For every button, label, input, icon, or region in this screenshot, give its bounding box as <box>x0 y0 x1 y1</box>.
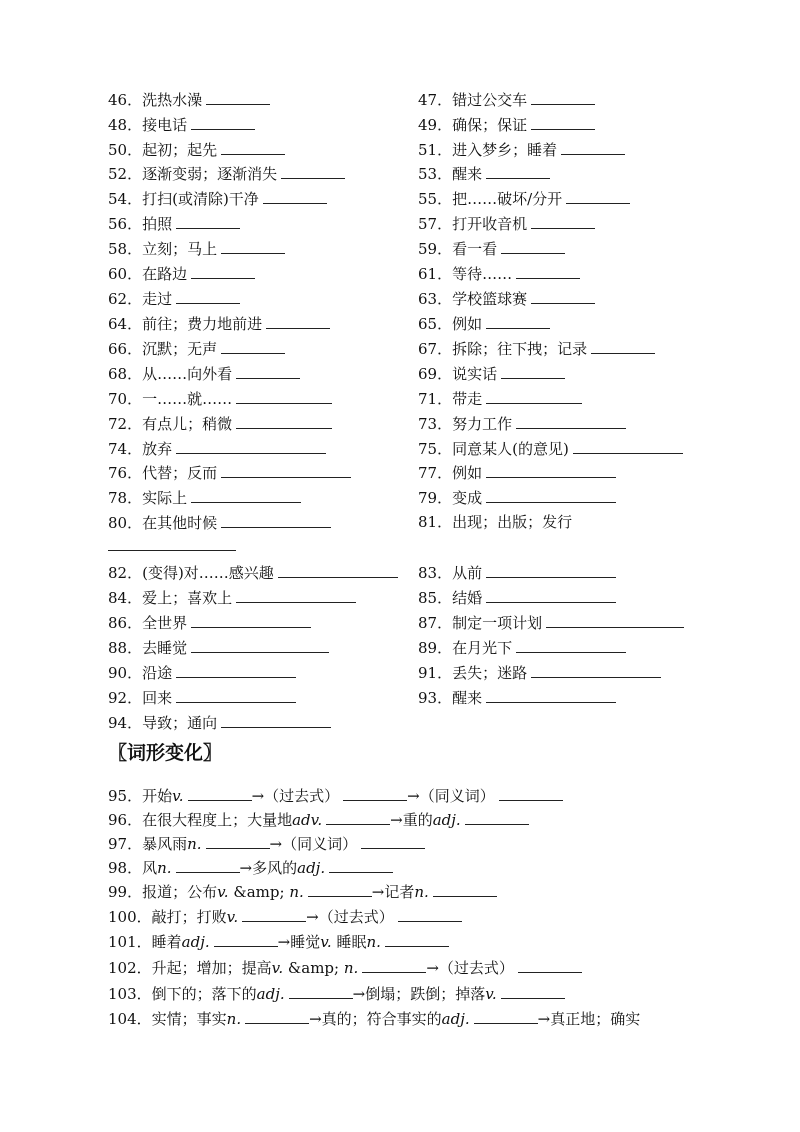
list-item: 58．立刻；马上 <box>108 239 285 258</box>
list-item: 55．把……破坏/分开 <box>418 189 630 208</box>
answer-blank[interactable] <box>236 364 300 379</box>
answer-blank[interactable] <box>501 364 565 379</box>
answer-blank[interactable] <box>242 907 306 922</box>
list-item: 77．例如 <box>418 463 616 482</box>
answer-blank[interactable] <box>561 140 625 155</box>
list-item: 63．学校篮球赛 <box>418 289 595 308</box>
answer-blank[interactable] <box>245 1009 309 1024</box>
answer-blank[interactable] <box>362 958 426 973</box>
list-item: 62．走过 <box>108 289 240 308</box>
answer-blank[interactable] <box>385 932 449 947</box>
list-item: 91．丢失；迷路 <box>418 663 661 682</box>
answer-blank[interactable] <box>108 550 236 551</box>
answer-blank[interactable] <box>188 786 252 801</box>
answer-blank[interactable] <box>486 314 550 329</box>
list-item: 71．带走 <box>418 389 582 408</box>
answer-blank[interactable] <box>516 638 626 653</box>
list-item: 75．同意某人(的意见) <box>418 439 683 458</box>
answer-blank[interactable] <box>221 339 285 354</box>
answer-blank[interactable] <box>221 463 351 478</box>
answer-blank[interactable] <box>221 713 331 728</box>
answer-blank[interactable] <box>176 289 240 304</box>
word-form-item: 95．开始v. →（过去式） →（同义词） <box>108 786 563 805</box>
word-form-item: 103．倒下的；落下的adj. →倒塌；跌倒；掉落v. <box>108 984 565 1003</box>
answer-blank[interactable] <box>191 613 311 628</box>
answer-blank[interactable] <box>486 164 550 179</box>
list-item: 81．出现；出版；发行 <box>418 513 573 531</box>
answer-blank[interactable] <box>343 786 407 801</box>
answer-blank[interactable] <box>206 834 270 849</box>
word-form-item: 100．敲打；打败v. →（过去式） <box>108 907 462 926</box>
word-form-item: 104．实情；事实n. →真的；符合事实的adj. →真正地；确实 <box>108 1010 641 1028</box>
answer-blank[interactable] <box>361 834 425 849</box>
list-item: 66．沉默；无声 <box>108 339 285 358</box>
answer-blank[interactable] <box>214 932 278 947</box>
answer-blank[interactable] <box>398 907 462 922</box>
list-item: 46．洗热水澡 <box>108 90 270 109</box>
answer-blank[interactable] <box>465 810 529 825</box>
answer-blank[interactable] <box>486 563 616 578</box>
word-form-item: 97．暴风雨n. →（同义词） <box>108 834 425 853</box>
answer-blank[interactable] <box>573 439 683 454</box>
answer-blank[interactable] <box>474 1009 538 1024</box>
answer-blank[interactable] <box>191 488 301 503</box>
answer-blank[interactable] <box>191 115 255 130</box>
list-item: 61．等待…… <box>418 264 580 283</box>
list-item: 68．从……向外看 <box>108 364 300 383</box>
answer-blank[interactable] <box>221 140 285 155</box>
answer-blank[interactable] <box>486 488 616 503</box>
list-item: 50．起初；起先 <box>108 140 285 159</box>
answer-blank[interactable] <box>289 984 353 999</box>
answer-blank[interactable] <box>501 239 565 254</box>
list-item: 59．看一看 <box>418 239 565 258</box>
list-item: 92．回来 <box>108 688 296 707</box>
answer-blank[interactable] <box>191 638 329 653</box>
list-item: 74．放弃 <box>108 439 326 458</box>
list-item: 73．努力工作 <box>418 414 626 433</box>
answer-blank[interactable] <box>518 958 582 973</box>
list-item: 48．接电话 <box>108 115 255 134</box>
list-item: 54．打扫(或清除)干净 <box>108 189 327 208</box>
list-item: 67．拆除；往下拽；记录 <box>418 339 655 358</box>
answer-blank[interactable] <box>486 588 616 603</box>
answer-blank[interactable] <box>236 389 332 404</box>
word-form-item: 96．在很大程度上；大量地adv. →重的adj. <box>108 810 529 829</box>
section-title: 〖词形变化〗 <box>108 742 223 764</box>
list-item: 94．导致；通向 <box>108 713 331 732</box>
list-item: 65．例如 <box>418 314 550 333</box>
answer-blank[interactable] <box>176 688 296 703</box>
list-item: 69．说实话 <box>418 364 565 383</box>
answer-blank[interactable] <box>531 663 661 678</box>
list-item: 79．变成 <box>418 488 616 507</box>
answer-blank[interactable] <box>326 810 390 825</box>
answer-blank[interactable] <box>281 164 345 179</box>
answer-blank[interactable] <box>591 339 655 354</box>
list-item: 86．全世界 <box>108 613 311 632</box>
list-item: 76．代替；反而 <box>108 463 351 482</box>
answer-blank[interactable] <box>566 189 630 204</box>
list-item: 51．进入梦乡；睡着 <box>418 140 625 159</box>
answer-blank[interactable] <box>308 882 372 897</box>
answer-blank[interactable] <box>266 314 330 329</box>
word-form-item: 99．报道；公布v. &amp; n. →记者n. <box>108 882 497 901</box>
answer-blank[interactable] <box>516 414 626 429</box>
word-form-item: 101．睡着adj. →睡觉v. 睡眠n. <box>108 932 449 951</box>
answer-blank[interactable] <box>531 115 595 130</box>
word-form-item: 98．风n. →多风的adj. <box>108 858 393 877</box>
list-item: 90．沿途 <box>108 663 296 682</box>
answer-blank[interactable] <box>501 984 565 999</box>
answer-blank[interactable] <box>433 882 497 897</box>
list-item: 80．在其他时候 <box>108 513 331 532</box>
list-item: 53．醒来 <box>418 164 550 183</box>
list-item: 88．去睡觉 <box>108 638 329 657</box>
answer-blank[interactable] <box>176 858 240 873</box>
answer-blank[interactable] <box>176 439 326 454</box>
answer-blank[interactable] <box>191 264 255 279</box>
list-item: 72．有点儿；稍微 <box>108 414 332 433</box>
answer-blank[interactable] <box>236 414 332 429</box>
answer-blank[interactable] <box>221 239 285 254</box>
list-item: 56．拍照 <box>108 214 240 233</box>
answer-blank[interactable] <box>499 786 563 801</box>
list-item: 82．(变得)对……感兴趣 <box>108 563 398 582</box>
list-item: 84．爱上；喜欢上 <box>108 588 356 607</box>
answer-blank[interactable] <box>176 663 296 678</box>
list-item: 60．在路边 <box>108 264 255 283</box>
answer-blank[interactable] <box>546 613 684 628</box>
list-item: 47．错过公交车 <box>418 90 595 109</box>
list-item: 52．逐渐变弱；逐渐消失 <box>108 164 345 183</box>
list-item: 57．打开收音机 <box>418 214 595 233</box>
list-item: 85．结婚 <box>418 588 616 607</box>
list-item: 89．在月光下 <box>418 638 626 657</box>
answer-blank[interactable] <box>531 90 595 105</box>
answer-blank[interactable] <box>206 90 270 105</box>
answer-blank[interactable] <box>176 214 240 229</box>
answer-blank[interactable] <box>278 563 398 578</box>
list-item: 70．一……就…… <box>108 389 332 408</box>
list-item: 83．从前 <box>418 563 616 582</box>
list-item: 64．前往；费力地前进 <box>108 314 330 333</box>
answer-blank[interactable] <box>486 688 616 703</box>
word-form-item: 102．升起；增加；提高v. &amp; n. →（过去式） <box>108 958 582 977</box>
answer-blank[interactable] <box>221 513 331 528</box>
list-item: 78．实际上 <box>108 488 301 507</box>
answer-blank[interactable] <box>486 463 616 478</box>
list-item: 93．醒来 <box>418 688 616 707</box>
list-item: 87．制定一项计划 <box>418 613 684 632</box>
answer-blank[interactable] <box>531 214 595 229</box>
list-item: 49．确保；保证 <box>418 115 595 134</box>
answer-blank[interactable] <box>486 389 582 404</box>
answer-blank[interactable] <box>516 264 580 279</box>
answer-blank[interactable] <box>531 289 595 304</box>
answer-blank[interactable] <box>236 588 356 603</box>
answer-blank[interactable] <box>329 858 393 873</box>
answer-blank[interactable] <box>263 189 327 204</box>
